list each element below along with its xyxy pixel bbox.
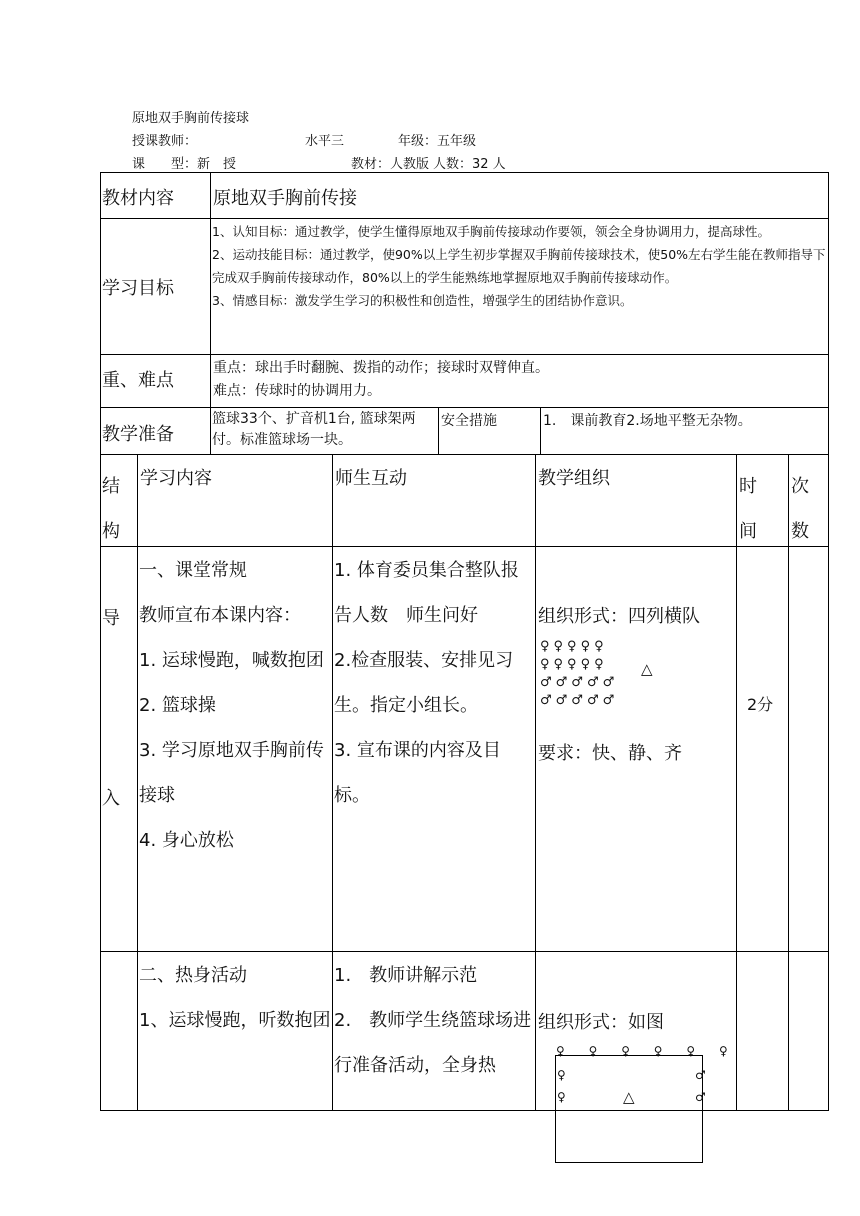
lesson-type: 课 型：新 授 [132, 157, 237, 172]
key-label: 重、难点 [102, 370, 174, 391]
difficulty: 难点：传球时的协调用力。 [213, 383, 381, 399]
court-teacher-triangle-icon: △ [623, 1088, 635, 1106]
list-item: 3. 学习原地双手胸前传接球 [139, 740, 324, 806]
list-item: 4. 身心放松 [139, 830, 234, 851]
student-count: 人数：32 人 [433, 157, 506, 172]
list-item: 1、运球慢跑，听数抱团 [139, 1010, 331, 1031]
formation-row: ♂♂♂♂♂ [540, 693, 619, 708]
list-item: 1. 体育委员集合整队报告人数 师生问好 [334, 560, 519, 626]
list-item: 2.检查服装、安排见习生。指定小组长。 [334, 650, 514, 716]
row1-time: 2分 [747, 695, 774, 714]
court-top-row: ♀ ♀ ♀ ♀ ♀ ♀ [556, 1044, 738, 1058]
level: 水平三 [305, 134, 345, 149]
goal-item-3: 3、情感目标：激发学生学习的积极性和创造性，增强学生的团结协作意识。 [212, 293, 633, 308]
row1-content [139, 548, 332, 863]
prep-label: 教学准备 [102, 424, 174, 445]
court-diagram [555, 1055, 703, 1163]
col-interaction: 师生互动 [335, 468, 407, 489]
textbook: 教材：人教版 [351, 157, 430, 172]
court-right-2: ♂ [695, 1090, 706, 1104]
row2-interaction [334, 953, 535, 1110]
col-times: 次数 [791, 476, 809, 542]
safety-value: 1. 课前教育2.场地平整无杂物。 [543, 413, 752, 429]
list-item: 一、课堂常规 [139, 560, 247, 581]
list-item: 2. 教师学生绕篮球场进行准备活动，全身热 [334, 1010, 532, 1076]
formation-row: ♂♂♂♂♂ [540, 675, 619, 690]
list-item: 教师宣布本课内容： [139, 605, 301, 626]
grade: 年级：五年级 [398, 134, 477, 149]
court-right-1: ♂ [695, 1068, 706, 1082]
formation-row: ♀♀♀♀♀ [540, 657, 608, 672]
key-point: 重点：球出手时翻腕、拨指的动作；接球时双臂伸直。 [213, 360, 549, 376]
col-content: 学习内容 [140, 468, 212, 489]
col-org: 教学组织 [538, 468, 610, 489]
content-value: 原地双手胸前传接 [213, 188, 357, 209]
col-time: 时间 [739, 476, 757, 542]
prep-value: 篮球33个、扩音机1台, 篮球架两付。标准篮球场一块。 [212, 411, 416, 448]
list-item: 1. 运球慢跑，喊数抱团 [139, 650, 324, 671]
row2-org-title: 组织形式：如图 [538, 1012, 664, 1033]
formation-diagram [540, 638, 730, 710]
list-item: 二、热身活动 [139, 965, 247, 986]
structure-ru: 入 [102, 788, 120, 809]
row1-interaction [334, 548, 535, 818]
list-item: 3. 宣布课的内容及目标。 [334, 740, 501, 806]
col-structure: 结构 [102, 476, 120, 542]
list-item: 1. 教师讲解示范 [334, 965, 478, 986]
safety-label: 安全措施 [441, 413, 497, 429]
row2-content [139, 953, 332, 1043]
goal-item-1: 1、认知目标：通过教学，使学生懂得原地双手胸前传接球动作要领，领会全身协调用力，提高球性。 [212, 224, 770, 239]
goal-label: 学习目标 [102, 278, 174, 299]
formation-row: ♀♀♀♀♀ [540, 639, 608, 654]
row1-org-require: 要求：快、静、齐 [538, 743, 682, 764]
goal-item-2: 2、运动技能目标：通过教学，使90%以上学生初步掌握双手胸前传接球技术，使50%左右学生能在教师指导下完成双手胸前传接球动作，80%以上的学生能熟练地掌握原地双手胸前传接球动作。 [212, 247, 826, 285]
list-item: 2. 篮球操 [139, 695, 216, 716]
lesson-title: 原地双手胸前传接球 [132, 111, 250, 126]
court-left-2: ♀ [557, 1090, 566, 1104]
row1-org-title: 组织形式：四列横队 [538, 606, 700, 627]
court-left-1: ♀ [557, 1068, 566, 1082]
teacher-triangle-icon: △ [641, 660, 653, 678]
teacher-label: 授课教师： [132, 134, 198, 149]
content-label: 教材内容 [102, 188, 174, 209]
goal-list [212, 220, 828, 312]
structure-dao: 导 [102, 608, 120, 629]
